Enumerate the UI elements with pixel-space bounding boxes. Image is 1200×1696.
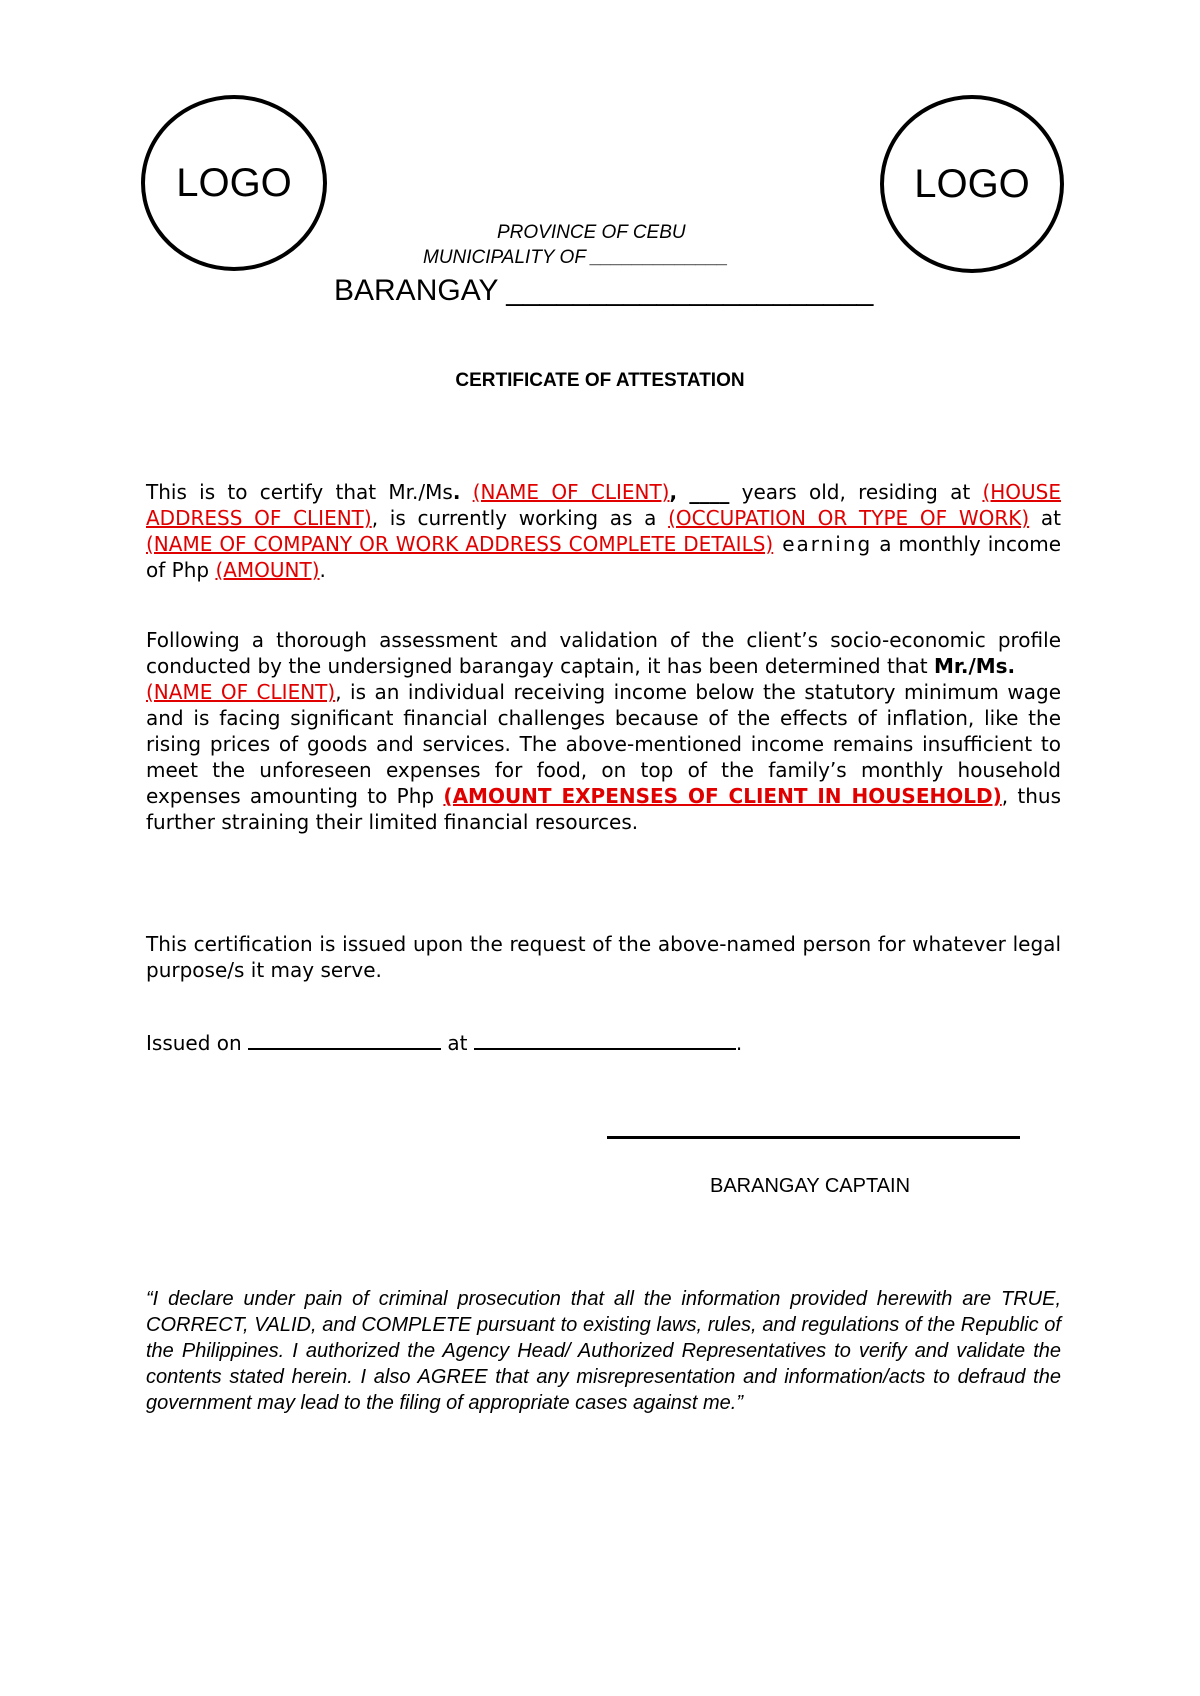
document-title: CERTIFICATE OF ATTESTATION [455, 370, 745, 391]
text: , [669, 480, 678, 504]
age-blank: ____ [689, 480, 730, 504]
text: , is an individual receiving income below the statutory minimum wage and is facing significant financial challenges because of the effects of inflation, like the rising prices of goods and services. The above-mentioned income remains insufficient to meet the unforeseen expenses for food, on top of the family’s monthly household expenses amounting to Php [146, 680, 1062, 808]
text: Mr./Ms. [933, 654, 1016, 678]
date-blank [248, 1030, 441, 1050]
place-blank [474, 1030, 736, 1050]
issued-label: Issued on [146, 1031, 249, 1055]
paragraph-assessment [146, 627, 1061, 835]
text: Following a thorough assessment and validation of the client’s socio-economic profile conducted by the undersigned barangay captain, it has been determined that [146, 628, 1061, 678]
paragraph-purpose: This certification is issued upon the request of the above-named person for whatever legal purpose/s it may serve. [146, 932, 1061, 982]
signature-line [607, 1136, 1020, 1139]
province-heading: PROVINCE OF CEBU [497, 222, 686, 243]
text: , thus further straining their limited financial resources. [146, 784, 1062, 834]
text: . [735, 1031, 743, 1055]
occupation-placeholder: (OCCUPATION OR TYPE OF WORK) [668, 506, 1030, 530]
text: years old, residing at [729, 480, 983, 504]
municipality-heading: MUNICIPALITY OF _____________ [423, 247, 729, 268]
text: . [452, 480, 461, 504]
issued-line [146, 1030, 742, 1055]
text: This is to certify that Mr./Ms [146, 480, 453, 504]
company-placeholder: (NAME OF COMPANY OR WORK ADDRESS COMPLETE DETAILS) [146, 532, 774, 556]
logo-right: LOGO [880, 95, 1064, 273]
issued-at: at [441, 1031, 474, 1055]
declaration-text: “I declare under pain of criminal prosecution that all the information provided herewith are TRUE, CORRECT, VALID, and COMPLETE pursuant to existing laws, rules, and regulations of the Republic of the Philippines. I authorized the Agency Head/ Authorized Representatives to verify and validate the contents stated herein. I also AGREE that any misrepresentation and information/acts to defraud the government may lead to the filing of appropriate cases against me.” [146, 1288, 1061, 1414]
text: , is currently working as a [371, 506, 669, 530]
text: earning [773, 532, 873, 556]
logo-left: LOGO [141, 95, 327, 271]
signatory-title: BARANGAY CAPTAIN [710, 1175, 911, 1197]
text: at [1029, 506, 1061, 530]
client-name-placeholder: (NAME OF CLIENT) [146, 680, 336, 704]
barangay-heading: BARANGAY ______________________ [334, 274, 874, 307]
text: a monthly income of Php [146, 532, 1062, 582]
expenses-placeholder: (AMOUNT EXPENSES OF CLIENT IN HOUSEHOLD) [443, 784, 1002, 808]
address-placeholder: (HOUSE ADDRESS OF CLIENT) [146, 480, 1062, 530]
amount-placeholder: (AMOUNT) [215, 558, 320, 582]
paragraph-certify [146, 479, 1061, 583]
client-name-placeholder: (NAME OF CLIENT) [472, 480, 670, 504]
text: . [319, 558, 326, 582]
